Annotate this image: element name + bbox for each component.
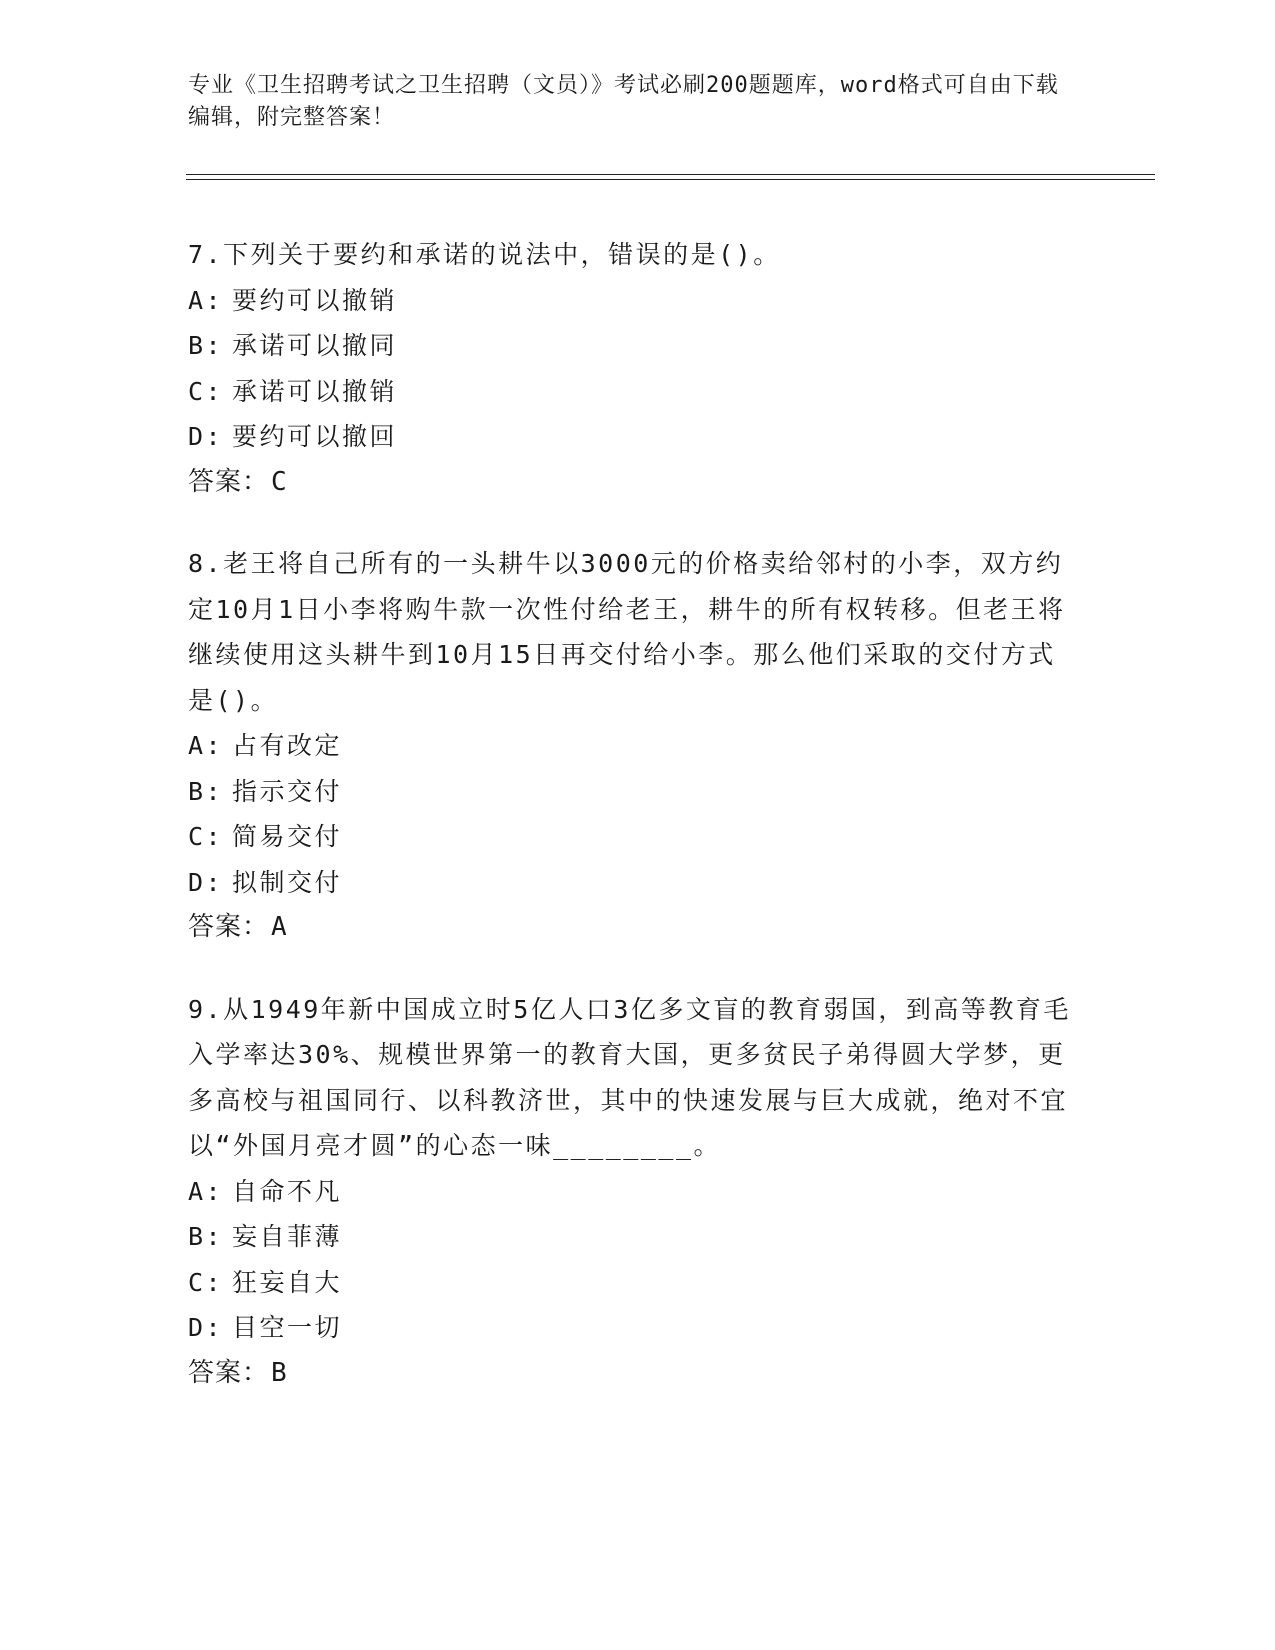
- option-c: [188, 814, 1078, 860]
- answer-line: [188, 460, 1078, 506]
- option-d: [188, 860, 1078, 906]
- question-stem: 8.老王将自己所有的一头耕牛以3000元的价格卖给邻村的小李，双方约定10月1日小李将购牛款一次性付给老王，耕牛的所有权转移。但老王将继续使用这头耕牛到10月15日再交付给小李。那么他们采取的交付方式是()。: [188, 549, 1066, 715]
- option-a: [188, 723, 1078, 769]
- question-8: [188, 541, 1078, 951]
- option-b: [188, 323, 1078, 369]
- option-letter: A:: [188, 285, 224, 315]
- option-text: 占有改定: [232, 731, 343, 760]
- option-letter: A:: [188, 731, 224, 760]
- answer-line: [188, 1351, 1078, 1397]
- option-text: 自命不凡: [232, 1176, 343, 1206]
- option-text: 要约可以撤回: [232, 422, 398, 451]
- answer-value: C: [271, 466, 288, 497]
- option-letter: C:: [188, 376, 224, 406]
- option-text: 目空一切: [232, 1313, 343, 1342]
- option-text: 妄自菲薄: [232, 1222, 343, 1251]
- option-text: 承诺可以撤销: [232, 376, 398, 406]
- question-stem: 7.下列关于要约和承诺的说法中，错误的是()。: [188, 240, 781, 269]
- answer-label: 答案：: [188, 912, 270, 942]
- option-a: [188, 1169, 1078, 1215]
- answer-label: 答案：: [188, 466, 270, 497]
- answer-value: B: [271, 1357, 288, 1388]
- question-7: [188, 232, 1078, 505]
- option-letter: D:: [188, 422, 224, 451]
- answer-line: [188, 905, 1078, 951]
- answer-label: 答案：: [188, 1357, 270, 1388]
- option-a: [188, 278, 1078, 324]
- option-letter: A:: [188, 1176, 224, 1206]
- option-letter: D:: [188, 867, 224, 897]
- option-b: [188, 769, 1078, 815]
- option-letter: B:: [188, 776, 224, 806]
- question-9: [188, 987, 1078, 1397]
- question-list: [188, 232, 1078, 1432]
- option-d: [188, 414, 1078, 460]
- option-letter: C:: [188, 1267, 224, 1297]
- answer-value: A: [271, 912, 288, 942]
- option-text: 狂妄自大: [232, 1267, 343, 1297]
- option-letter: B:: [188, 1222, 224, 1251]
- document-header: [188, 70, 1068, 134]
- header-title: 专业《卫生招聘考试之卫生招聘（文员）》考试必刷200题题库，word格式可自由下载编辑，附完整答案！: [188, 73, 1059, 130]
- option-text: 拟制交付: [232, 867, 343, 897]
- option-letter: C:: [188, 822, 224, 851]
- option-text: 指示交付: [232, 776, 343, 806]
- option-c: [188, 1260, 1078, 1306]
- option-b: [188, 1214, 1078, 1260]
- option-text: 承诺可以撤同: [232, 331, 398, 360]
- header-divider: [186, 174, 1155, 180]
- option-letter: B:: [188, 331, 224, 360]
- option-d: [188, 1305, 1078, 1351]
- option-c: [188, 369, 1078, 415]
- option-text: 简易交付: [232, 822, 343, 851]
- question-stem: 9.从1949年新中国成立时5亿人口3亿多文盲的教育弱国，到高等教育毛入学率达30%、规模世界第一的教育大国，更多贫民子弟得圆大学梦，更多高校与祖国同行、以科教济世，其中的快速发展与巨大成就，绝对不宜以“外国月亮才圆”的心态一味________。: [188, 994, 1071, 1160]
- option-text: 要约可以撤销: [232, 285, 398, 315]
- option-letter: D:: [188, 1313, 224, 1342]
